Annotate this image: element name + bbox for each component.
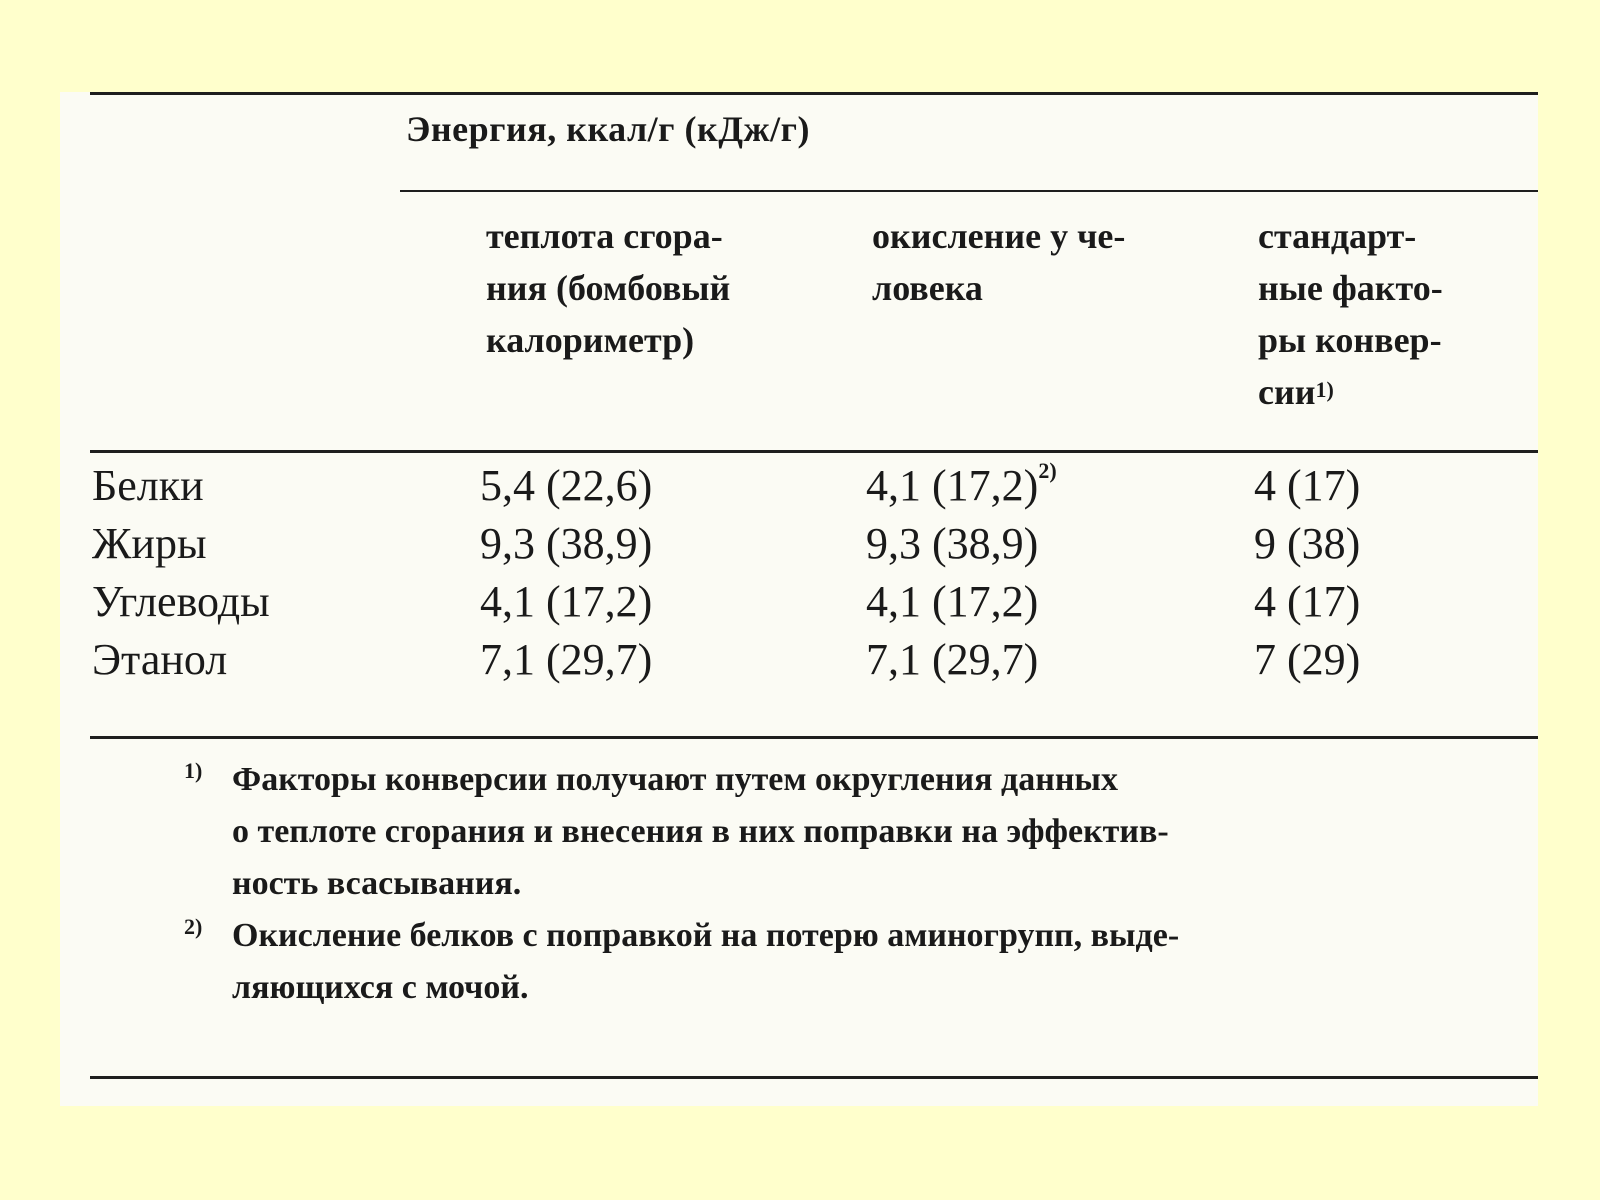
- top-rule: [90, 92, 1538, 95]
- cell-fats-combustion: 9,3 (38,9): [480, 519, 653, 568]
- row-label-carbohydrates: Углеводы: [92, 577, 270, 626]
- footnote-mark-2: 2): [184, 914, 203, 939]
- cell-proteins-conversion: 4 (17): [1254, 461, 1361, 510]
- cell-ethanol-combustion: 7,1 (29,7): [480, 635, 653, 684]
- cell-proteins-combustion: 5,4 (22,6): [480, 461, 653, 510]
- footnote-mark-1: 1): [184, 758, 203, 783]
- cell-ethanol-conversion: 7 (29): [1254, 635, 1361, 684]
- row-label-ethanol: Этанол: [92, 635, 228, 684]
- cell-carbohydrates-oxidation: 4,1 (17,2): [866, 577, 1039, 626]
- footnote-1-line-2: о теплоте сгорания и внесения в них поправки на эффектив-: [232, 813, 1169, 850]
- cell-proteins-oxidation: 4,1 (17,2)$^{2)}$: [866, 458, 1057, 510]
- table-bottom-rule: [90, 736, 1538, 739]
- cell-ethanol-oxidation: 7,1 (29,7): [866, 635, 1039, 684]
- footnote-2-line-1: Окисление белков с поправкой на потерю аминогрупп, выде-: [232, 917, 1180, 954]
- cell-fats-conversion: 9 (38): [1254, 519, 1361, 568]
- footnote-1-line-3: ность всасывания.: [232, 865, 522, 902]
- row-label-fats: Жиры: [92, 519, 207, 568]
- cell-fats-oxidation: 9,3 (38,9): [866, 519, 1039, 568]
- row-label-proteins: Белки: [92, 461, 204, 510]
- table-sheet: [60, 92, 1538, 1106]
- column-header-combustion: теплота сгора- ния (бомбовый калориметр): [486, 216, 731, 360]
- cell-carbohydrates-combustion: 4,1 (17,2): [480, 577, 653, 626]
- group-header: Энергия, ккал/г (кДж/г): [406, 109, 810, 149]
- footnote-ref-1: 1): [1315, 377, 1334, 402]
- group-rule: [400, 190, 1538, 192]
- header-rule: [90, 450, 1538, 453]
- cell-carbohydrates-conversion: 4 (17): [1254, 577, 1361, 626]
- column-header-conversion: стандарт- ные факто- ры конвер- сии$^{1)}$: [1258, 216, 1443, 412]
- footnote-1-line-1: Факторы конверсии получают путем округления данных: [232, 761, 1118, 798]
- footnote-ref-2: 2): [1038, 458, 1057, 483]
- column-header-oxidation: окисление у че- ловека: [872, 216, 1126, 308]
- bottom-rule: [90, 1076, 1538, 1079]
- footnote-2-line-2: ляющихся с мочой.: [232, 969, 529, 1006]
